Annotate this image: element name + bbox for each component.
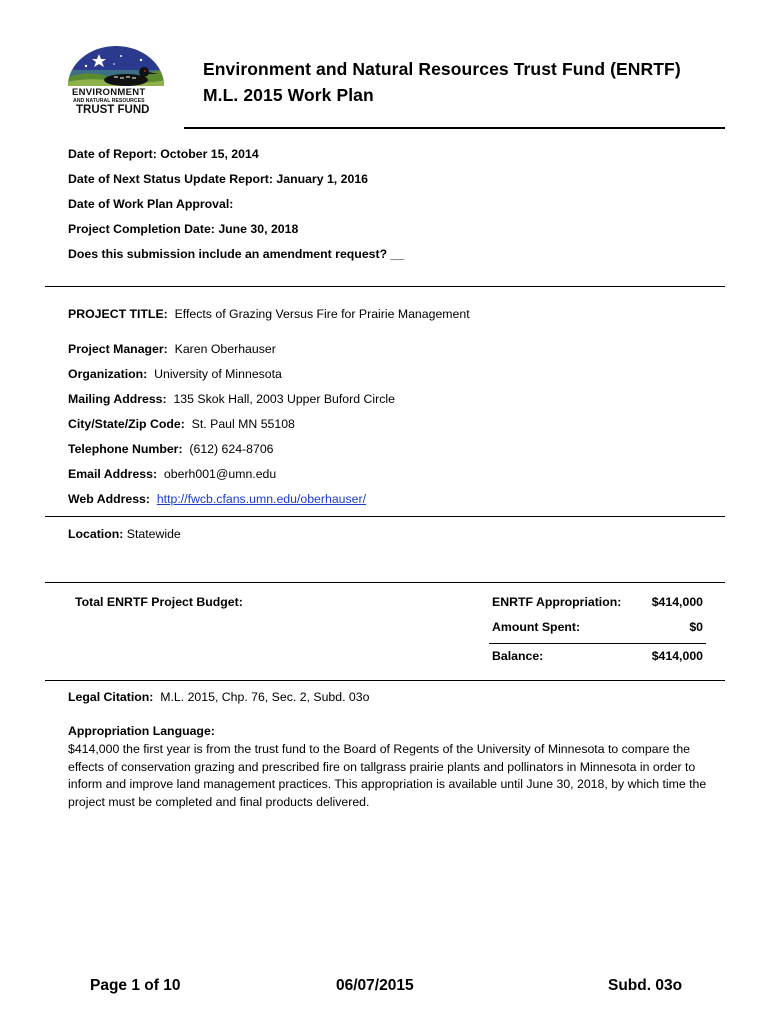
section-divider-3 — [45, 582, 725, 583]
project-title-value: Effects of Grazing Versus Fire for Prairie Management — [174, 307, 470, 321]
page-title-line1: Environment and Natural Resources Trust Fund (ENRTF) — [203, 59, 681, 79]
header-divider — [184, 127, 725, 129]
footer-date: 06/07/2015 — [336, 977, 414, 994]
logo-line2: AND NATURAL RESOURCES — [73, 98, 145, 104]
project-title-row — [68, 307, 470, 321]
page-title-line2: M.L. 2015 Work Plan — [203, 85, 374, 105]
footer-subdivision: Subd. 03o — [608, 977, 683, 994]
city-state-zip-value: St. Paul MN 55108 — [191, 417, 295, 431]
balance-label: Balance: — [492, 649, 544, 663]
project-title-label: PROJECT TITLE: — [68, 307, 168, 321]
email-label: Email Address: — [68, 467, 158, 481]
appropriation-label: ENRTF Appropriation: — [492, 595, 622, 609]
amendment-request: Does this submission include an amendment request? __ — [68, 247, 405, 261]
project-manager-value: Karen Oberhauser — [174, 342, 276, 356]
project-manager-row — [68, 342, 276, 356]
work-plan-approval: Date of Work Plan Approval: — [68, 197, 234, 211]
balance-divider — [489, 643, 706, 644]
next-status-date: Date of Next Status Update Report: January 1, 2016 — [68, 172, 368, 186]
legal-citation-value: M.L. 2015, Chp. 76, Sec. 2, Subd. 03o — [160, 690, 370, 704]
email-row — [68, 467, 276, 481]
enrtf-logo — [66, 44, 166, 118]
organization-label: Organization: — [68, 367, 148, 381]
web-address-row — [68, 492, 366, 506]
total-budget-label: Total ENRTF Project Budget: — [75, 595, 243, 609]
mailing-address-row — [68, 392, 395, 406]
appropriation-language-text: $414,000 the first year is from the trust fund to the Board of Regents of the University of Minnesota to compare the effects of conservation grazing and prescribed fire on tallgrass prairie plants and pollinators in Minnesota in order to inform and improve land management practices. This appropriation is available until June 30, 2018, by which time the project must be completed and final products delivered. — [68, 742, 707, 809]
appropriation-language-heading: Appropriation Language: — [68, 724, 215, 738]
email-value: oberh001@umn.edu — [163, 467, 277, 481]
date-of-report: Date of Report: October 15, 2014 — [68, 147, 259, 161]
location-value: Statewide — [126, 527, 181, 541]
logo-line1: ENVIRONMENT — [72, 87, 146, 98]
telephone-row — [68, 442, 274, 456]
web-address-link[interactable]: http://fwcb.cfans.umn.edu/oberhauser/ — [156, 492, 367, 506]
balance-value: $414,000 — [651, 649, 703, 663]
location-row — [68, 527, 181, 541]
legal-citation-label: Legal Citation: — [68, 690, 154, 704]
completion-date: Project Completion Date: June 30, 2018 — [68, 222, 299, 236]
organization-value: University of Minnesota — [154, 367, 282, 381]
amount-spent-value: $0 — [689, 620, 703, 634]
section-divider-4 — [45, 680, 725, 681]
project-manager-label: Project Manager: — [68, 342, 168, 356]
telephone-value: (612) 624-8706 — [189, 442, 274, 456]
mailing-address-label: Mailing Address: — [68, 392, 167, 406]
location-label: Location: — [68, 527, 124, 541]
section-divider-1 — [45, 286, 725, 287]
organization-row — [68, 367, 282, 381]
logo-line3: TRUST FUND — [76, 104, 150, 116]
footer-page-number: Page 1 of 10 — [90, 977, 181, 994]
web-address-label: Web Address: — [68, 492, 150, 506]
appropriation-value: $414,000 — [651, 595, 703, 609]
telephone-label: Telephone Number: — [68, 442, 183, 456]
city-state-zip-row — [68, 417, 295, 431]
mailing-address-value: 135 Skok Hall, 2003 Upper Buford Circle — [173, 392, 395, 406]
city-state-zip-label: City/State/Zip Code: — [68, 417, 185, 431]
section-divider-2 — [45, 516, 725, 517]
amount-spent-label: Amount Spent: — [492, 620, 581, 634]
loon-logo-icon — [66, 44, 166, 88]
legal-citation-row — [68, 690, 369, 704]
